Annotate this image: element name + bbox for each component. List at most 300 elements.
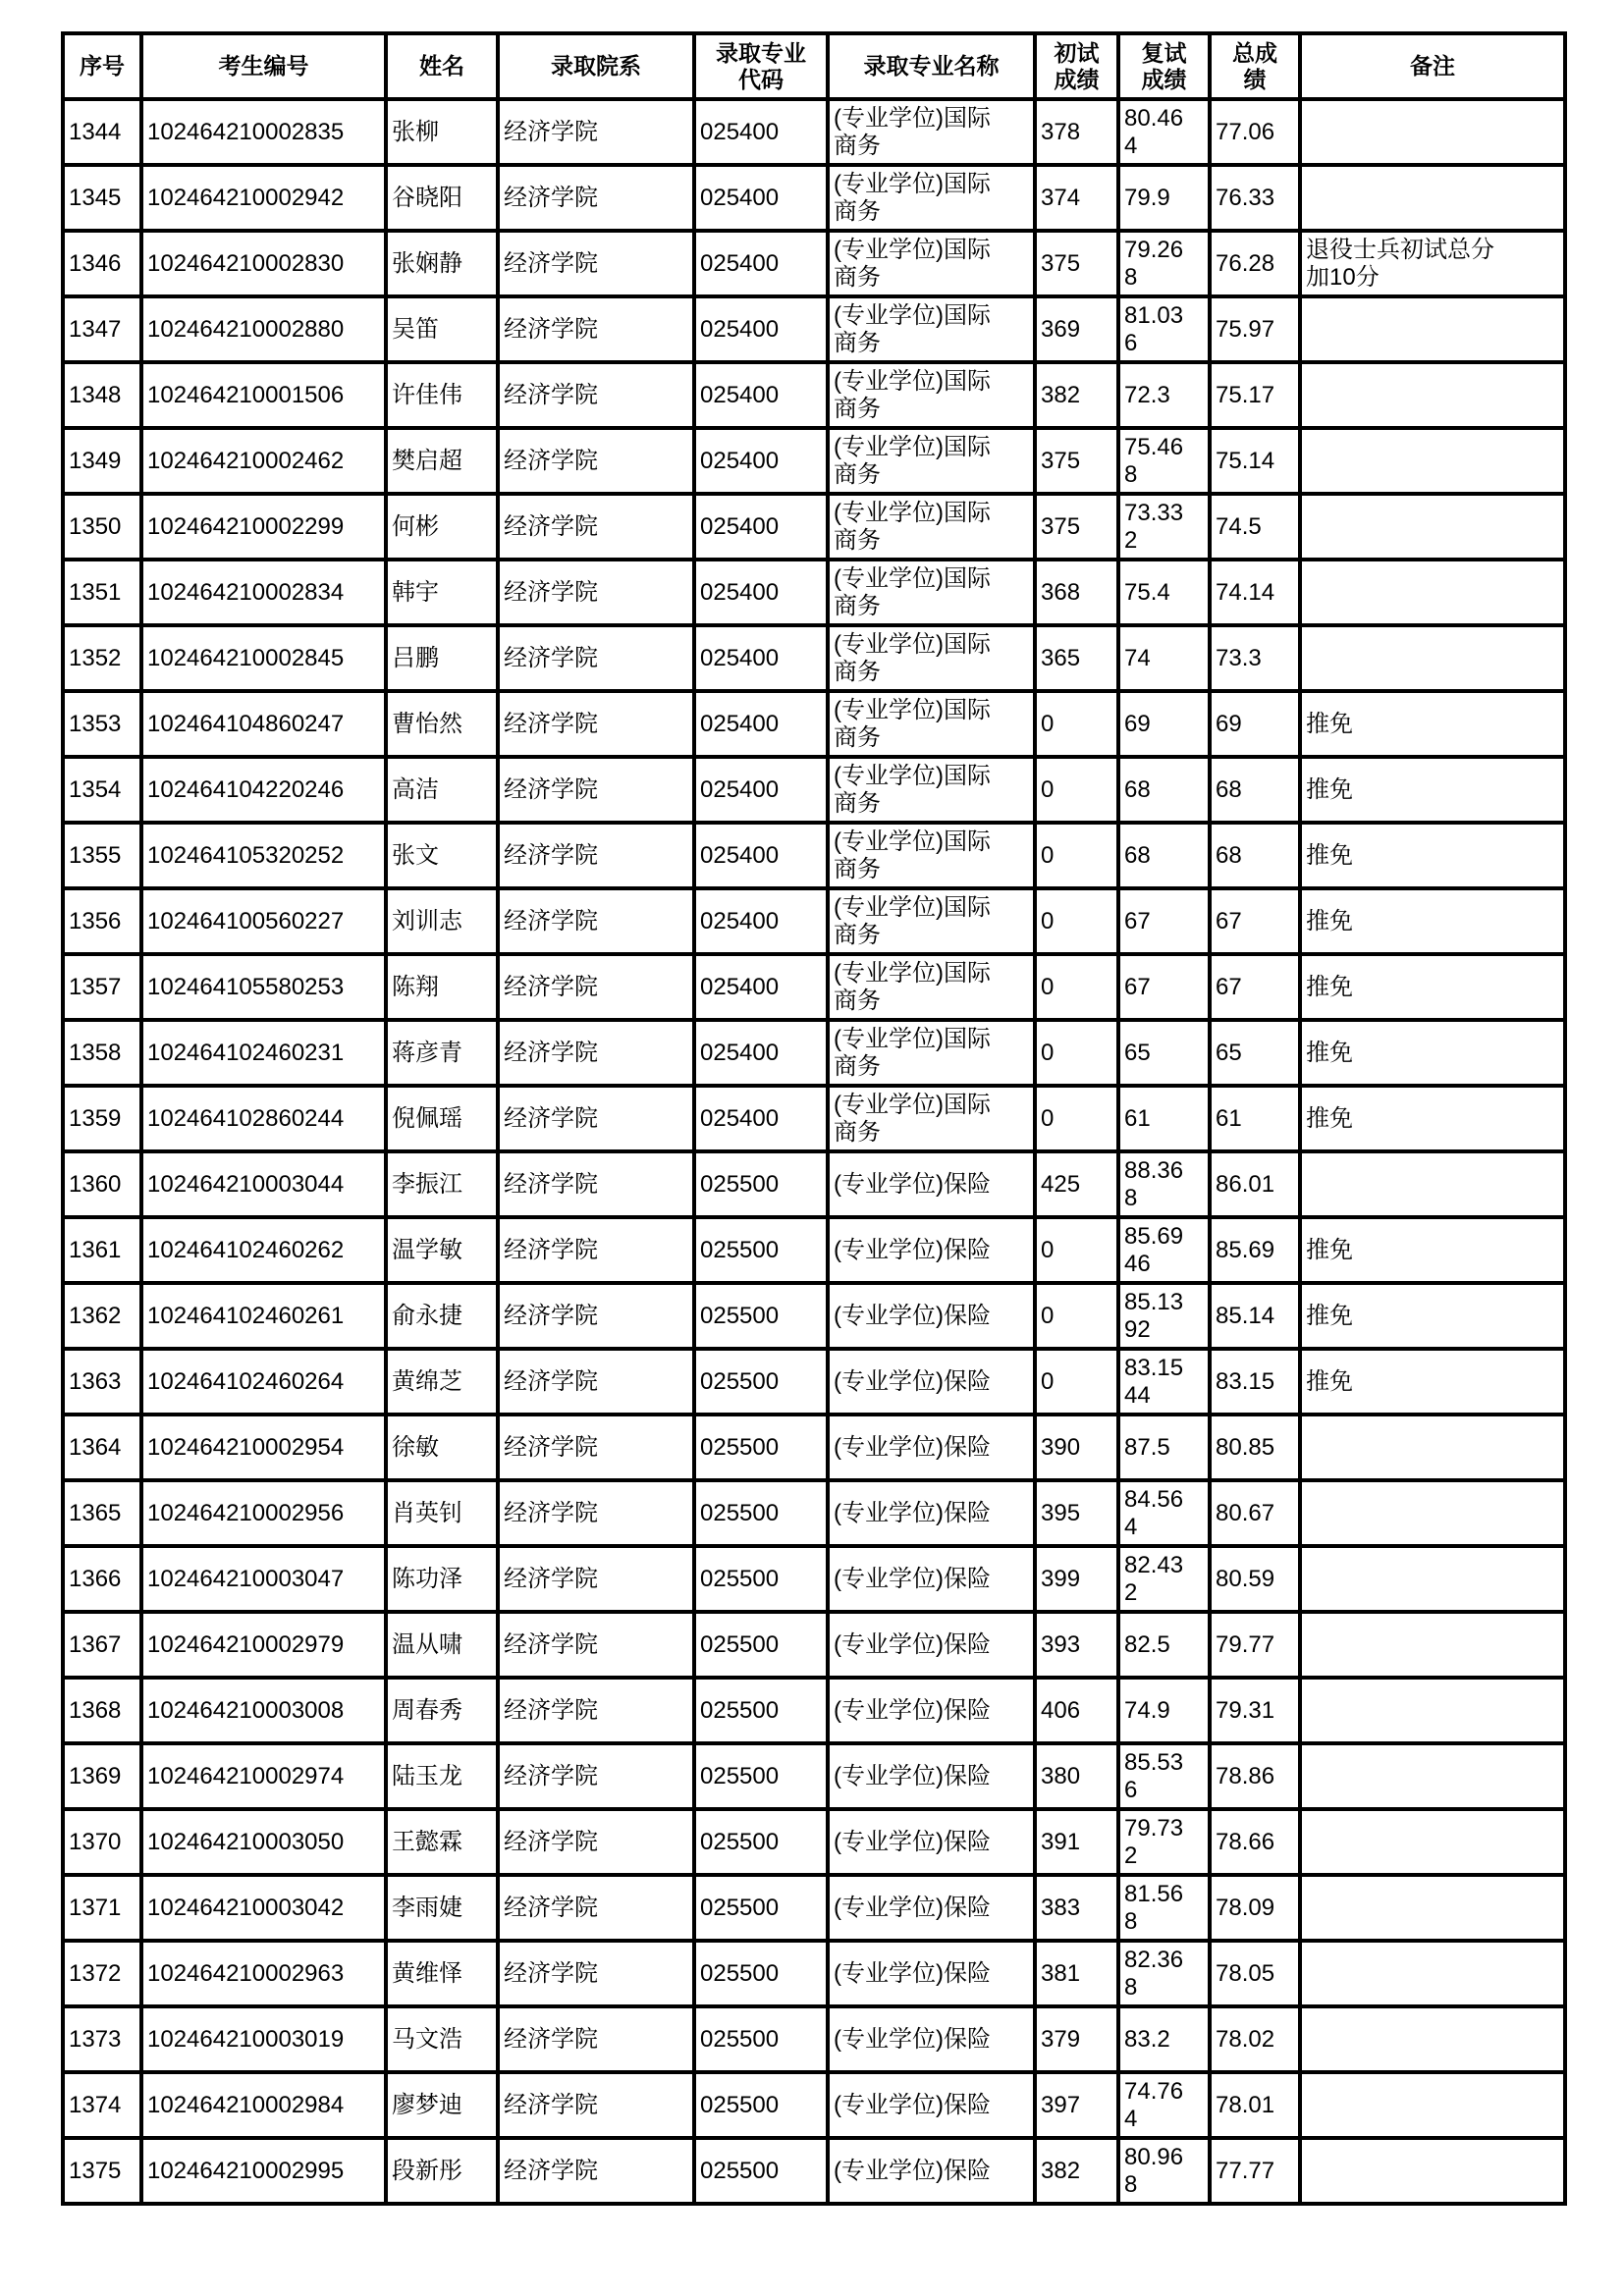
- cell-total-score: 85.14: [1210, 1283, 1300, 1349]
- cell-candidate-id: 102464102860244: [141, 1086, 386, 1151]
- cell-initial-score: 0: [1035, 823, 1118, 888]
- cell-serial-no: 1362: [63, 1283, 141, 1349]
- table-row: [63, 888, 1565, 954]
- cell-serial-no: 1369: [63, 1743, 141, 1809]
- cell-major-name: (专业学位)保险: [828, 1809, 1035, 1875]
- table-row: [63, 954, 1565, 1020]
- cell-major-code: 025500: [694, 1941, 828, 2006]
- header-major-code: 录取专业 代码: [694, 33, 828, 99]
- cell-department: 经济学院: [498, 428, 694, 494]
- cell-department: 经济学院: [498, 1941, 694, 2006]
- cell-retest-score: 82.5: [1118, 1612, 1210, 1678]
- table-row: [63, 2006, 1565, 2072]
- cell-total-score: 74.14: [1210, 560, 1300, 625]
- cell-serial-no: 1356: [63, 888, 141, 954]
- table-row: [63, 2138, 1565, 2204]
- cell-remarks: [1300, 1612, 1565, 1678]
- cell-total-score: 80.85: [1210, 1415, 1300, 1480]
- cell-major-name: (专业学位)保险: [828, 1151, 1035, 1217]
- cell-remarks: [1300, 2006, 1565, 2072]
- cell-name: 倪佩瑶: [386, 1086, 498, 1151]
- cell-initial-score: 425: [1035, 1151, 1118, 1217]
- cell-remarks: 推免: [1300, 1217, 1565, 1283]
- cell-retest-score: 67: [1118, 888, 1210, 954]
- cell-total-score: 78.09: [1210, 1875, 1300, 1941]
- cell-department: 经济学院: [498, 560, 694, 625]
- cell-department: 经济学院: [498, 625, 694, 691]
- cell-total-score: 76.33: [1210, 165, 1300, 231]
- table-row: [63, 1415, 1565, 1480]
- cell-total-score: 75.17: [1210, 362, 1300, 428]
- table-row: [63, 1743, 1565, 1809]
- cell-major-code: 025500: [694, 1678, 828, 1743]
- cell-total-score: 67: [1210, 954, 1300, 1020]
- cell-candidate-id: 102464210002984: [141, 2072, 386, 2138]
- cell-major-code: 025400: [694, 757, 828, 823]
- cell-major-name: (专业学位)保险: [828, 1546, 1035, 1612]
- cell-retest-score: 73.33 2: [1118, 494, 1210, 560]
- cell-total-score: 67: [1210, 888, 1300, 954]
- cell-remarks: 推免: [1300, 823, 1565, 888]
- cell-department: 经济学院: [498, 1217, 694, 1283]
- cell-major-name: (专业学位)保险: [828, 1349, 1035, 1415]
- cell-retest-score: 74.76 4: [1118, 2072, 1210, 2138]
- cell-major-name: (专业学位)国际 商务: [828, 823, 1035, 888]
- cell-retest-score: 81.03 6: [1118, 296, 1210, 362]
- cell-major-name: (专业学位)保险: [828, 1283, 1035, 1349]
- table-row: [63, 1678, 1565, 1743]
- cell-remarks: 推免: [1300, 1020, 1565, 1086]
- cell-retest-score: 61: [1118, 1086, 1210, 1151]
- cell-retest-score: 75.46 8: [1118, 428, 1210, 494]
- cell-name: 张娴静: [386, 231, 498, 296]
- cell-serial-no: 1347: [63, 296, 141, 362]
- cell-candidate-id: 102464210003042: [141, 1875, 386, 1941]
- cell-initial-score: 0: [1035, 1349, 1118, 1415]
- cell-candidate-id: 102464210002942: [141, 165, 386, 231]
- cell-total-score: 74.5: [1210, 494, 1300, 560]
- cell-initial-score: 0: [1035, 1283, 1118, 1349]
- cell-total-score: 78.02: [1210, 2006, 1300, 2072]
- cell-name: 李雨婕: [386, 1875, 498, 1941]
- cell-major-name: (专业学位)保险: [828, 1480, 1035, 1546]
- cell-initial-score: 382: [1035, 2138, 1118, 2204]
- cell-remarks: 推免: [1300, 954, 1565, 1020]
- cell-serial-no: 1372: [63, 1941, 141, 2006]
- header-serial-no: 序号: [63, 33, 141, 99]
- cell-total-score: 78.01: [1210, 2072, 1300, 2138]
- cell-serial-no: 1360: [63, 1151, 141, 1217]
- cell-initial-score: 380: [1035, 1743, 1118, 1809]
- cell-department: 经济学院: [498, 1086, 694, 1151]
- header-department: 录取院系: [498, 33, 694, 99]
- cell-retest-score: 88.36 8: [1118, 1151, 1210, 1217]
- cell-name: 周春秀: [386, 1678, 498, 1743]
- cell-serial-no: 1349: [63, 428, 141, 494]
- cell-remarks: [1300, 1546, 1565, 1612]
- cell-major-code: 025500: [694, 1217, 828, 1283]
- cell-remarks: [1300, 2072, 1565, 2138]
- cell-name: 廖梦迪: [386, 2072, 498, 2138]
- cell-major-code: 025500: [694, 1743, 828, 1809]
- cell-department: 经济学院: [498, 888, 694, 954]
- table-row: [63, 1020, 1565, 1086]
- cell-total-score: 69: [1210, 691, 1300, 757]
- cell-serial-no: 1350: [63, 494, 141, 560]
- cell-name: 温学敏: [386, 1217, 498, 1283]
- cell-retest-score: 75.4: [1118, 560, 1210, 625]
- cell-candidate-id: 102464104860247: [141, 691, 386, 757]
- cell-total-score: 85.69: [1210, 1217, 1300, 1283]
- cell-remarks: [1300, 2138, 1565, 2204]
- cell-retest-score: 84.56 4: [1118, 1480, 1210, 1546]
- cell-department: 经济学院: [498, 296, 694, 362]
- cell-name: 徐敏: [386, 1415, 498, 1480]
- header-remarks: 备注: [1300, 33, 1565, 99]
- cell-initial-score: 393: [1035, 1612, 1118, 1678]
- cell-major-name: (专业学位)保险: [828, 1217, 1035, 1283]
- cell-initial-score: 395: [1035, 1480, 1118, 1546]
- cell-remarks: [1300, 1809, 1565, 1875]
- cell-major-code: 025500: [694, 2138, 828, 2204]
- cell-serial-no: 1365: [63, 1480, 141, 1546]
- cell-retest-score: 85.53 6: [1118, 1743, 1210, 1809]
- header-total-score: 总成 绩: [1210, 33, 1300, 99]
- cell-department: 经济学院: [498, 954, 694, 1020]
- cell-initial-score: 0: [1035, 1086, 1118, 1151]
- cell-total-score: 79.77: [1210, 1612, 1300, 1678]
- cell-major-name: (专业学位)保险: [828, 1941, 1035, 2006]
- table-row: [63, 560, 1565, 625]
- cell-major-name: (专业学位)国际 商务: [828, 296, 1035, 362]
- cell-candidate-id: 102464210003019: [141, 2006, 386, 2072]
- cell-major-name: (专业学位)保险: [828, 1875, 1035, 1941]
- cell-remarks: 退役士兵初试总分 加10分: [1300, 231, 1565, 296]
- cell-retest-score: 74: [1118, 625, 1210, 691]
- cell-major-code: 025400: [694, 494, 828, 560]
- cell-major-name: (专业学位)国际 商务: [828, 954, 1035, 1020]
- cell-serial-no: 1367: [63, 1612, 141, 1678]
- header-name: 姓名: [386, 33, 498, 99]
- cell-major-code: 025400: [694, 362, 828, 428]
- cell-total-score: 73.3: [1210, 625, 1300, 691]
- cell-total-score: 77.06: [1210, 99, 1300, 165]
- cell-retest-score: 79.9: [1118, 165, 1210, 231]
- cell-retest-score: 83.2: [1118, 2006, 1210, 2072]
- cell-name: 肖英钊: [386, 1480, 498, 1546]
- table-row: [63, 1086, 1565, 1151]
- cell-department: 经济学院: [498, 2138, 694, 2204]
- cell-name: 温从啸: [386, 1612, 498, 1678]
- cell-remarks: 推免: [1300, 1349, 1565, 1415]
- cell-major-name: (专业学位)国际 商务: [828, 888, 1035, 954]
- cell-major-name: (专业学位)保险: [828, 1612, 1035, 1678]
- cell-major-code: 025500: [694, 1480, 828, 1546]
- table-row: [63, 1809, 1565, 1875]
- cell-initial-score: 369: [1035, 296, 1118, 362]
- table-row: [63, 823, 1565, 888]
- cell-candidate-id: 102464210003044: [141, 1151, 386, 1217]
- cell-retest-score: 82.43 2: [1118, 1546, 1210, 1612]
- cell-candidate-id: 102464210002880: [141, 296, 386, 362]
- admission-table: [61, 31, 1567, 2206]
- cell-initial-score: 375: [1035, 494, 1118, 560]
- cell-serial-no: 1371: [63, 1875, 141, 1941]
- table-row: [63, 1546, 1565, 1612]
- cell-retest-score: 83.15 44: [1118, 1349, 1210, 1415]
- cell-remarks: 推免: [1300, 691, 1565, 757]
- table-header-row: [63, 33, 1565, 99]
- cell-major-name: (专业学位)国际 商务: [828, 165, 1035, 231]
- cell-major-name: (专业学位)国际 商务: [828, 231, 1035, 296]
- cell-remarks: [1300, 1151, 1565, 1217]
- cell-major-name: (专业学位)保险: [828, 2138, 1035, 2204]
- cell-remarks: [1300, 560, 1565, 625]
- cell-candidate-id: 102464210002956: [141, 1480, 386, 1546]
- cell-name: 陈功泽: [386, 1546, 498, 1612]
- cell-serial-no: 1346: [63, 231, 141, 296]
- cell-department: 经济学院: [498, 2072, 694, 2138]
- cell-serial-no: 1364: [63, 1415, 141, 1480]
- cell-department: 经济学院: [498, 1743, 694, 1809]
- cell-total-score: 86.01: [1210, 1151, 1300, 1217]
- table-row: [63, 1612, 1565, 1678]
- cell-major-code: 025400: [694, 1086, 828, 1151]
- cell-name: 谷晓阳: [386, 165, 498, 231]
- cell-initial-score: 0: [1035, 888, 1118, 954]
- cell-candidate-id: 102464210002974: [141, 1743, 386, 1809]
- cell-remarks: [1300, 165, 1565, 231]
- cell-initial-score: 391: [1035, 1809, 1118, 1875]
- cell-retest-score: 69: [1118, 691, 1210, 757]
- cell-total-score: 65: [1210, 1020, 1300, 1086]
- table-row: [63, 1480, 1565, 1546]
- cell-retest-score: 82.36 8: [1118, 1941, 1210, 2006]
- table-row: [63, 428, 1565, 494]
- cell-major-name: (专业学位)国际 商务: [828, 691, 1035, 757]
- cell-candidate-id: 102464210002830: [141, 231, 386, 296]
- cell-major-name: (专业学位)国际 商务: [828, 99, 1035, 165]
- cell-major-name: (专业学位)保险: [828, 2072, 1035, 2138]
- cell-remarks: [1300, 494, 1565, 560]
- cell-name: 陆玉龙: [386, 1743, 498, 1809]
- cell-name: 黄维怿: [386, 1941, 498, 2006]
- cell-department: 经济学院: [498, 1809, 694, 1875]
- cell-major-name: (专业学位)国际 商务: [828, 494, 1035, 560]
- cell-remarks: [1300, 1875, 1565, 1941]
- cell-department: 经济学院: [498, 1151, 694, 1217]
- cell-remarks: [1300, 1743, 1565, 1809]
- cell-initial-score: 383: [1035, 1875, 1118, 1941]
- cell-remarks: [1300, 1415, 1565, 1480]
- cell-serial-no: 1354: [63, 757, 141, 823]
- cell-total-score: 80.59: [1210, 1546, 1300, 1612]
- cell-serial-no: 1357: [63, 954, 141, 1020]
- cell-serial-no: 1355: [63, 823, 141, 888]
- cell-total-score: 75.14: [1210, 428, 1300, 494]
- cell-name: 刘训志: [386, 888, 498, 954]
- cell-name: 蒋彦青: [386, 1020, 498, 1086]
- cell-serial-no: 1348: [63, 362, 141, 428]
- cell-name: 马文浩: [386, 2006, 498, 2072]
- cell-name: 张文: [386, 823, 498, 888]
- cell-major-code: 025500: [694, 2072, 828, 2138]
- cell-major-name: (专业学位)国际 商务: [828, 1086, 1035, 1151]
- cell-serial-no: 1374: [63, 2072, 141, 2138]
- cell-candidate-id: 102464210002979: [141, 1612, 386, 1678]
- cell-remarks: 推免: [1300, 1283, 1565, 1349]
- cell-total-score: 83.15: [1210, 1349, 1300, 1415]
- cell-retest-score: 65: [1118, 1020, 1210, 1086]
- cell-initial-score: 378: [1035, 99, 1118, 165]
- cell-initial-score: 375: [1035, 428, 1118, 494]
- cell-candidate-id: 102464102460262: [141, 1217, 386, 1283]
- cell-initial-score: 368: [1035, 560, 1118, 625]
- cell-major-name: (专业学位)国际 商务: [828, 560, 1035, 625]
- cell-initial-score: 390: [1035, 1415, 1118, 1480]
- cell-name: 韩宇: [386, 560, 498, 625]
- cell-major-code: 025400: [694, 625, 828, 691]
- cell-retest-score: 79.26 8: [1118, 231, 1210, 296]
- cell-major-name: (专业学位)国际 商务: [828, 757, 1035, 823]
- cell-name: 樊启超: [386, 428, 498, 494]
- table-row: [63, 231, 1565, 296]
- cell-retest-score: 68: [1118, 757, 1210, 823]
- table-body: [63, 99, 1565, 2204]
- cell-serial-no: 1353: [63, 691, 141, 757]
- cell-total-score: 78.05: [1210, 1941, 1300, 2006]
- cell-retest-score: 85.13 92: [1118, 1283, 1210, 1349]
- table-row: [63, 1151, 1565, 1217]
- cell-major-code: 025500: [694, 1612, 828, 1678]
- cell-name: 何彬: [386, 494, 498, 560]
- cell-major-code: 025500: [694, 1875, 828, 1941]
- cell-initial-score: 374: [1035, 165, 1118, 231]
- cell-remarks: [1300, 1678, 1565, 1743]
- cell-initial-score: 399: [1035, 1546, 1118, 1612]
- cell-major-name: (专业学位)国际 商务: [828, 428, 1035, 494]
- cell-serial-no: 1373: [63, 2006, 141, 2072]
- cell-candidate-id: 102464102460231: [141, 1020, 386, 1086]
- cell-department: 经济学院: [498, 1612, 694, 1678]
- cell-serial-no: 1345: [63, 165, 141, 231]
- cell-candidate-id: 102464104220246: [141, 757, 386, 823]
- cell-department: 经济学院: [498, 1349, 694, 1415]
- cell-name: 吕鹏: [386, 625, 498, 691]
- cell-initial-score: 0: [1035, 757, 1118, 823]
- cell-serial-no: 1375: [63, 2138, 141, 2204]
- cell-candidate-id: 102464210002835: [141, 99, 386, 165]
- cell-department: 经济学院: [498, 1546, 694, 1612]
- cell-major-code: 025400: [694, 691, 828, 757]
- cell-retest-score: 85.69 46: [1118, 1217, 1210, 1283]
- cell-candidate-id: 102464102460264: [141, 1349, 386, 1415]
- cell-remarks: 推免: [1300, 1086, 1565, 1151]
- cell-serial-no: 1361: [63, 1217, 141, 1283]
- cell-serial-no: 1368: [63, 1678, 141, 1743]
- cell-name: 俞永捷: [386, 1283, 498, 1349]
- cell-serial-no: 1351: [63, 560, 141, 625]
- cell-serial-no: 1363: [63, 1349, 141, 1415]
- header-retest-score: 复试 成绩: [1118, 33, 1210, 99]
- table-row: [63, 625, 1565, 691]
- table-row: [63, 1875, 1565, 1941]
- cell-total-score: 78.86: [1210, 1743, 1300, 1809]
- cell-serial-no: 1352: [63, 625, 141, 691]
- cell-department: 经济学院: [498, 1678, 694, 1743]
- cell-major-name: (专业学位)保险: [828, 1678, 1035, 1743]
- cell-initial-score: 0: [1035, 1020, 1118, 1086]
- cell-major-code: 025400: [694, 231, 828, 296]
- cell-name: 张柳: [386, 99, 498, 165]
- cell-total-score: 75.97: [1210, 296, 1300, 362]
- cell-major-code: 025400: [694, 1020, 828, 1086]
- header-initial-score: 初试 成绩: [1035, 33, 1118, 99]
- cell-department: 经济学院: [498, 691, 694, 757]
- cell-major-code: 025500: [694, 1283, 828, 1349]
- cell-department: 经济学院: [498, 1480, 694, 1546]
- cell-initial-score: 382: [1035, 362, 1118, 428]
- cell-initial-score: 0: [1035, 954, 1118, 1020]
- cell-retest-score: 81.56 8: [1118, 1875, 1210, 1941]
- cell-total-score: 79.31: [1210, 1678, 1300, 1743]
- cell-department: 经济学院: [498, 757, 694, 823]
- cell-department: 经济学院: [498, 1875, 694, 1941]
- cell-candidate-id: 102464210002462: [141, 428, 386, 494]
- cell-major-code: 025500: [694, 1415, 828, 1480]
- cell-remarks: [1300, 1480, 1565, 1546]
- cell-total-score: 61: [1210, 1086, 1300, 1151]
- cell-retest-score: 80.96 8: [1118, 2138, 1210, 2204]
- cell-candidate-id: 102464210002845: [141, 625, 386, 691]
- cell-department: 经济学院: [498, 231, 694, 296]
- table-row: [63, 1283, 1565, 1349]
- cell-serial-no: 1358: [63, 1020, 141, 1086]
- cell-major-code: 025400: [694, 99, 828, 165]
- table-row: [63, 99, 1565, 165]
- cell-department: 经济学院: [498, 1020, 694, 1086]
- cell-candidate-id: 102464100560227: [141, 888, 386, 954]
- cell-initial-score: 375: [1035, 231, 1118, 296]
- cell-department: 经济学院: [498, 2006, 694, 2072]
- cell-major-name: (专业学位)国际 商务: [828, 625, 1035, 691]
- header-major-name: 录取专业名称: [828, 33, 1035, 99]
- cell-candidate-id: 102464102460261: [141, 1283, 386, 1349]
- cell-name: 高洁: [386, 757, 498, 823]
- cell-major-code: 025400: [694, 560, 828, 625]
- cell-candidate-id: 102464105580253: [141, 954, 386, 1020]
- header-candidate-id: 考生编号: [141, 33, 386, 99]
- cell-major-code: 025400: [694, 428, 828, 494]
- cell-candidate-id: 102464210002299: [141, 494, 386, 560]
- cell-remarks: 推免: [1300, 888, 1565, 954]
- cell-major-name: (专业学位)保险: [828, 2006, 1035, 2072]
- cell-remarks: [1300, 296, 1565, 362]
- cell-major-code: 025400: [694, 954, 828, 1020]
- cell-total-score: 68: [1210, 823, 1300, 888]
- cell-major-name: (专业学位)国际 商务: [828, 362, 1035, 428]
- cell-initial-score: 397: [1035, 2072, 1118, 2138]
- table-row: [63, 691, 1565, 757]
- cell-candidate-id: 102464210003047: [141, 1546, 386, 1612]
- cell-department: 经济学院: [498, 362, 694, 428]
- cell-name: 段新彤: [386, 2138, 498, 2204]
- cell-candidate-id: 102464210002963: [141, 1941, 386, 2006]
- cell-major-code: 025400: [694, 823, 828, 888]
- cell-department: 经济学院: [498, 494, 694, 560]
- cell-serial-no: 1366: [63, 1546, 141, 1612]
- cell-candidate-id: 102464210003008: [141, 1678, 386, 1743]
